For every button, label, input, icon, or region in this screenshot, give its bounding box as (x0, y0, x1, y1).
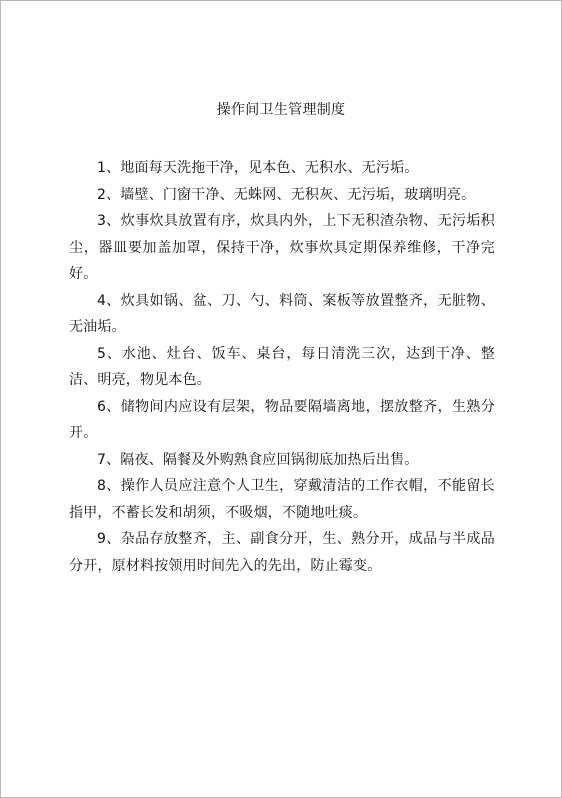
rule-paragraph-9: 9、杂品存放整齐，主、副食分开，生、熟分开，成品与半成品分开，原材料按领用时间先入的先出，防止霉变。 (69, 531, 495, 574)
document-body (69, 155, 495, 579)
rule-paragraph-7: 7、隔夜、隔餐及外购熟食应回锅彻底加热后出售。 (97, 451, 419, 468)
rule-paragraph-6: 6、储物间内应设有层架，物品要隔墙离地，摆放整齐，生熟分开。 (69, 398, 495, 441)
rule-paragraph-4: 4、炊具如锅、盆、刀、勺、料筒、案板等放置整齐，无脏物、无油垢。 (69, 292, 495, 335)
rule-paragraph-5: 5、水池、灶台、饭车、桌台，每日清洗三次，达到干净、整洁、明亮，物见本色。 (69, 345, 495, 388)
document-title: 操作间卫生管理制度 (216, 102, 346, 118)
rule-paragraph-2: 2、墙壁、门窗干净、无蛛网、无积灰、无污垢，玻璃明亮。 (97, 186, 476, 203)
rule-paragraph-8: 8、操作人员应注意个人卫生，穿戴清洁的工作衣帽，不能留长指甲，不蓄长发和胡须，不吸烟，不随地吐痰。 (69, 478, 495, 521)
rule-paragraph-1: 1、地面每天洗拖干净，见本色、无积水、无污垢。 (97, 160, 419, 176)
rule-paragraph-3: 3、炊事炊具放置有序，炊具内外，上下无积渣杂物、无污垢积尘，器皿要加盖加罩，保持干净，炊事炊具定期保养维修，干净完好。 (69, 213, 495, 282)
